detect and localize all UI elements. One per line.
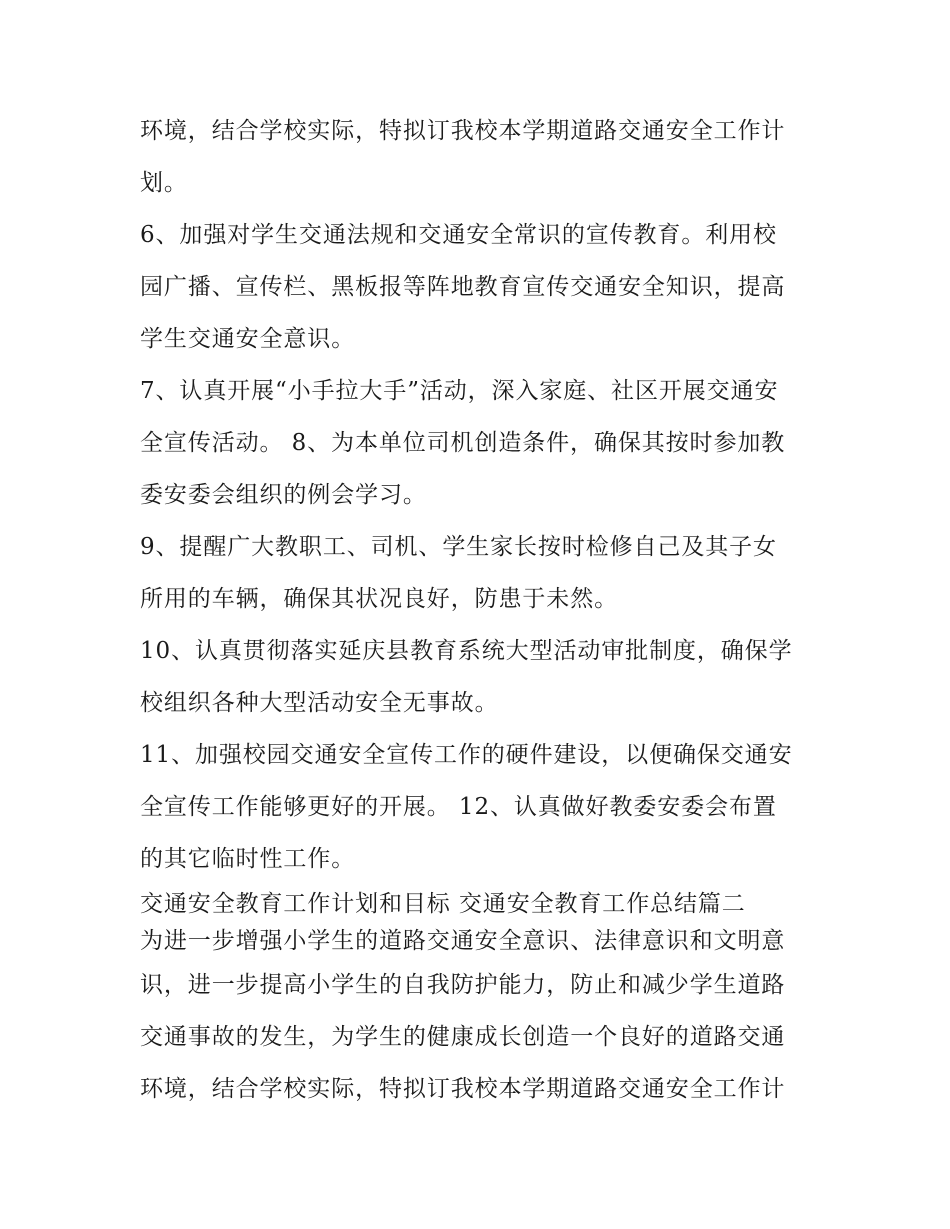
text-line: 划。 — [140, 170, 188, 196]
text-line: 为进一步增强小学生的道路交通安全意识、法律意识和文明意 — [140, 928, 786, 954]
text-line: 委安委会组织的例会学习。 — [140, 482, 427, 508]
text-line: 7、认真开展“小手拉大手”活动，深入家庭、社区开展交通安 — [140, 378, 779, 404]
text-line: 园广播、宣传栏、黑板报等阵地教育宣传交通安全知识，提高 — [140, 274, 786, 300]
text-line: 的其它临时性工作。 — [140, 846, 356, 872]
text-line: 交通事故的发生，为学生的健康成长创造一个良好的道路交通 — [140, 1024, 786, 1050]
text-line: 识，进一步提高小学生的自我防护能力，防止和减少学生道路 — [140, 972, 786, 998]
text-line: 11、加强校园交通安全宣传工作的硬件建设，以便确保交通安 — [140, 742, 793, 768]
text-line: 全宣传活动。 8、为本单位司机创造条件，确保其按时参加教 — [140, 430, 786, 456]
text-line: 全宣传工作能够更好的开展。 12、认真做好教委安委会布置 — [140, 794, 777, 820]
text-line: 所用的车辆，确保其状况良好，防患于未然。 — [140, 586, 618, 612]
text-line: 学生交通安全意识。 — [140, 326, 356, 352]
document-body — [140, 107, 830, 1117]
text-line: 10、认真贯彻落实延庆县教育系统大型活动审批制度，确保学 — [140, 638, 793, 664]
text-line: 9、提醒广大教职工、司机、学生家长按时检修自己及其子女 — [140, 534, 777, 560]
text-line: 环境，结合学校实际，特拟订我校本学期道路交通安全工作计 — [140, 1076, 786, 1102]
text-line: 6、加强对学生交通法规和交通安全常识的宣传教育。利用校 — [140, 222, 777, 248]
text-line: 环境，结合学校实际，特拟订我校本学期道路交通安全工作计 — [140, 118, 786, 144]
text-line: 校组织各种大型活动安全无事故。 — [140, 690, 499, 716]
section-heading: 交通安全教育工作计划和目标 交通安全教育工作总结篇二 — [140, 891, 746, 917]
